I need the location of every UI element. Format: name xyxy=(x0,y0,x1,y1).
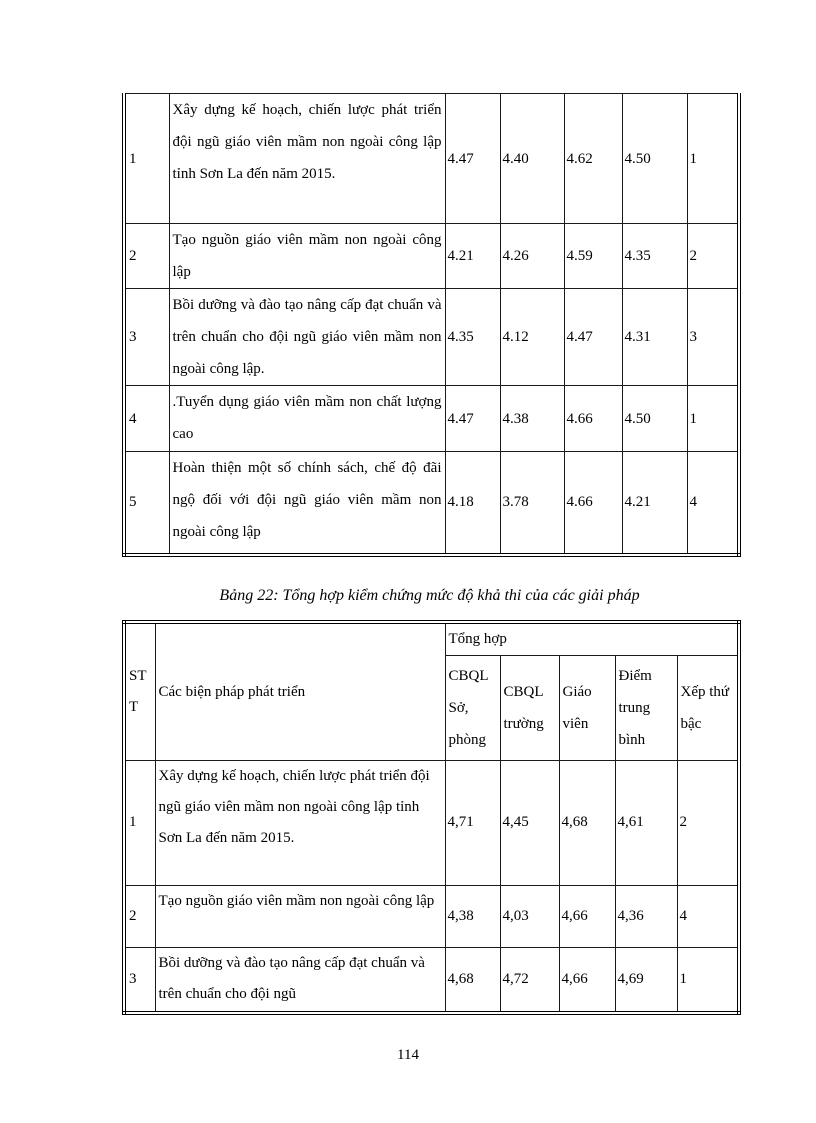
row-number: 1 xyxy=(124,94,169,224)
measure-text: Tạo nguồn giáo viên mầm non ngoài công lập xyxy=(155,885,445,947)
xep-bac-value: 1 xyxy=(687,386,739,452)
xep-bac-value: 3 xyxy=(687,289,739,386)
diem-tb-value: 4,36 xyxy=(615,885,677,947)
table-row xyxy=(124,224,739,289)
table-row xyxy=(124,452,739,555)
cbql-so-value: 4.21 xyxy=(445,224,500,289)
diem-tb-header: Điểm trung bình xyxy=(615,655,677,760)
giao-vien-value: 4.66 xyxy=(564,452,622,555)
measure-text: Hoàn thiện một số chính sách, chế độ đãi ngộ đối với đội ngũ giáo viên mầm non ngoài công lập xyxy=(169,452,445,555)
header-row-group xyxy=(124,622,739,656)
row-number: 3 xyxy=(124,947,155,1013)
cbql-truong-value: 4.12 xyxy=(500,289,564,386)
table-row xyxy=(124,885,739,947)
xep-bac-value: 2 xyxy=(677,760,739,885)
diem-tb-value: 4.50 xyxy=(622,386,687,452)
table-feasibility-results xyxy=(122,93,741,557)
giao-vien-value: 4,68 xyxy=(559,760,615,885)
cbql-truong-value: 4.26 xyxy=(500,224,564,289)
xep-bac-header: Xếp thứ bậc xyxy=(677,655,739,760)
table-caption: Bảng 22: Tổng hợp kiểm chứng mức độ khả thi của các giải pháp xyxy=(219,586,640,604)
cbql-so-value: 4.18 xyxy=(445,452,500,555)
page-number: 114 xyxy=(397,1047,419,1063)
measure-text: .Tuyển dụng giáo viên mầm non chất lượng cao xyxy=(169,386,445,452)
giao-vien-value: 4.66 xyxy=(564,386,622,452)
cbql-truong-header: CBQL trường xyxy=(500,655,559,760)
cbql-truong-value: 4,72 xyxy=(500,947,559,1013)
methods-header: Các biện pháp phát triển xyxy=(155,622,445,761)
table-row xyxy=(124,386,739,452)
table-row xyxy=(124,289,739,386)
xep-bac-value: 4 xyxy=(677,885,739,947)
table-feasibility-summary xyxy=(122,620,741,1016)
diem-tb-value: 4.50 xyxy=(622,94,687,224)
table-row xyxy=(124,94,739,224)
row-number: 1 xyxy=(124,760,155,885)
row-number: 4 xyxy=(124,386,169,452)
xep-bac-value: 1 xyxy=(677,947,739,1013)
table-row xyxy=(124,760,739,885)
measure-text: Xây dựng kế hoạch, chiến lược phát triển đội ngũ giáo viên mầm non ngoài công lập tỉnh Sơn La đến năm 2015. xyxy=(155,760,445,885)
giao-vien-value: 4.47 xyxy=(564,289,622,386)
cbql-so-value: 4.47 xyxy=(445,94,500,224)
table-row xyxy=(124,947,739,1013)
xep-bac-value: 2 xyxy=(687,224,739,289)
row-number: 2 xyxy=(124,885,155,947)
cbql-so-value: 4.47 xyxy=(445,386,500,452)
cbql-so-value: 4.35 xyxy=(445,289,500,386)
cbql-truong-value: 4,03 xyxy=(500,885,559,947)
giao-vien-value: 4.59 xyxy=(564,224,622,289)
xep-bac-value: 4 xyxy=(687,452,739,555)
diem-tb-value: 4.35 xyxy=(622,224,687,289)
measure-text: Tạo nguồn giáo viên mầm non ngoài công lập xyxy=(169,224,445,289)
cbql-so-value: 4,38 xyxy=(445,885,500,947)
cbql-so-value: 4,71 xyxy=(445,760,500,885)
diem-tb-value: 4,69 xyxy=(615,947,677,1013)
giao-vien-value: 4.62 xyxy=(564,94,622,224)
diem-tb-value: 4.21 xyxy=(622,452,687,555)
cbql-truong-value: 3.78 xyxy=(500,452,564,555)
stt-header: STT xyxy=(124,622,155,761)
cbql-truong-value: 4.40 xyxy=(500,94,564,224)
diem-tb-value: 4.31 xyxy=(622,289,687,386)
group-header: Tổng hợp xyxy=(445,622,739,656)
giao-vien-value: 4,66 xyxy=(559,885,615,947)
measure-text: Bồi dưỡng và đào tạo nâng cấp đạt chuẩn và trên chuẩn cho đội ngũ giáo viên mầm non ngoài công lập. xyxy=(169,289,445,386)
xep-bac-value: 1 xyxy=(687,94,739,224)
giao-vien-header: Giáo viên xyxy=(559,655,615,760)
diem-tb-value: 4,61 xyxy=(615,760,677,885)
content-column xyxy=(122,0,737,1015)
row-number: 3 xyxy=(124,289,169,386)
cbql-so-header: CBQL Sở, phòng xyxy=(445,655,500,760)
row-number: 5 xyxy=(124,452,169,555)
measure-text: Xây dựng kế hoạch, chiến lược phát triển đội ngũ giáo viên mầm non ngoài công lập tỉnh Sơn La đến năm 2015. xyxy=(169,94,445,224)
cbql-so-value: 4,68 xyxy=(445,947,500,1013)
cbql-truong-value: 4.38 xyxy=(500,386,564,452)
row-number: 2 xyxy=(124,224,169,289)
cbql-truong-value: 4,45 xyxy=(500,760,559,885)
giao-vien-value: 4,66 xyxy=(559,947,615,1013)
measure-text: Bồi dưỡng và đào tạo nâng cấp đạt chuẩn và trên chuẩn cho đội ngũ xyxy=(155,947,445,1013)
